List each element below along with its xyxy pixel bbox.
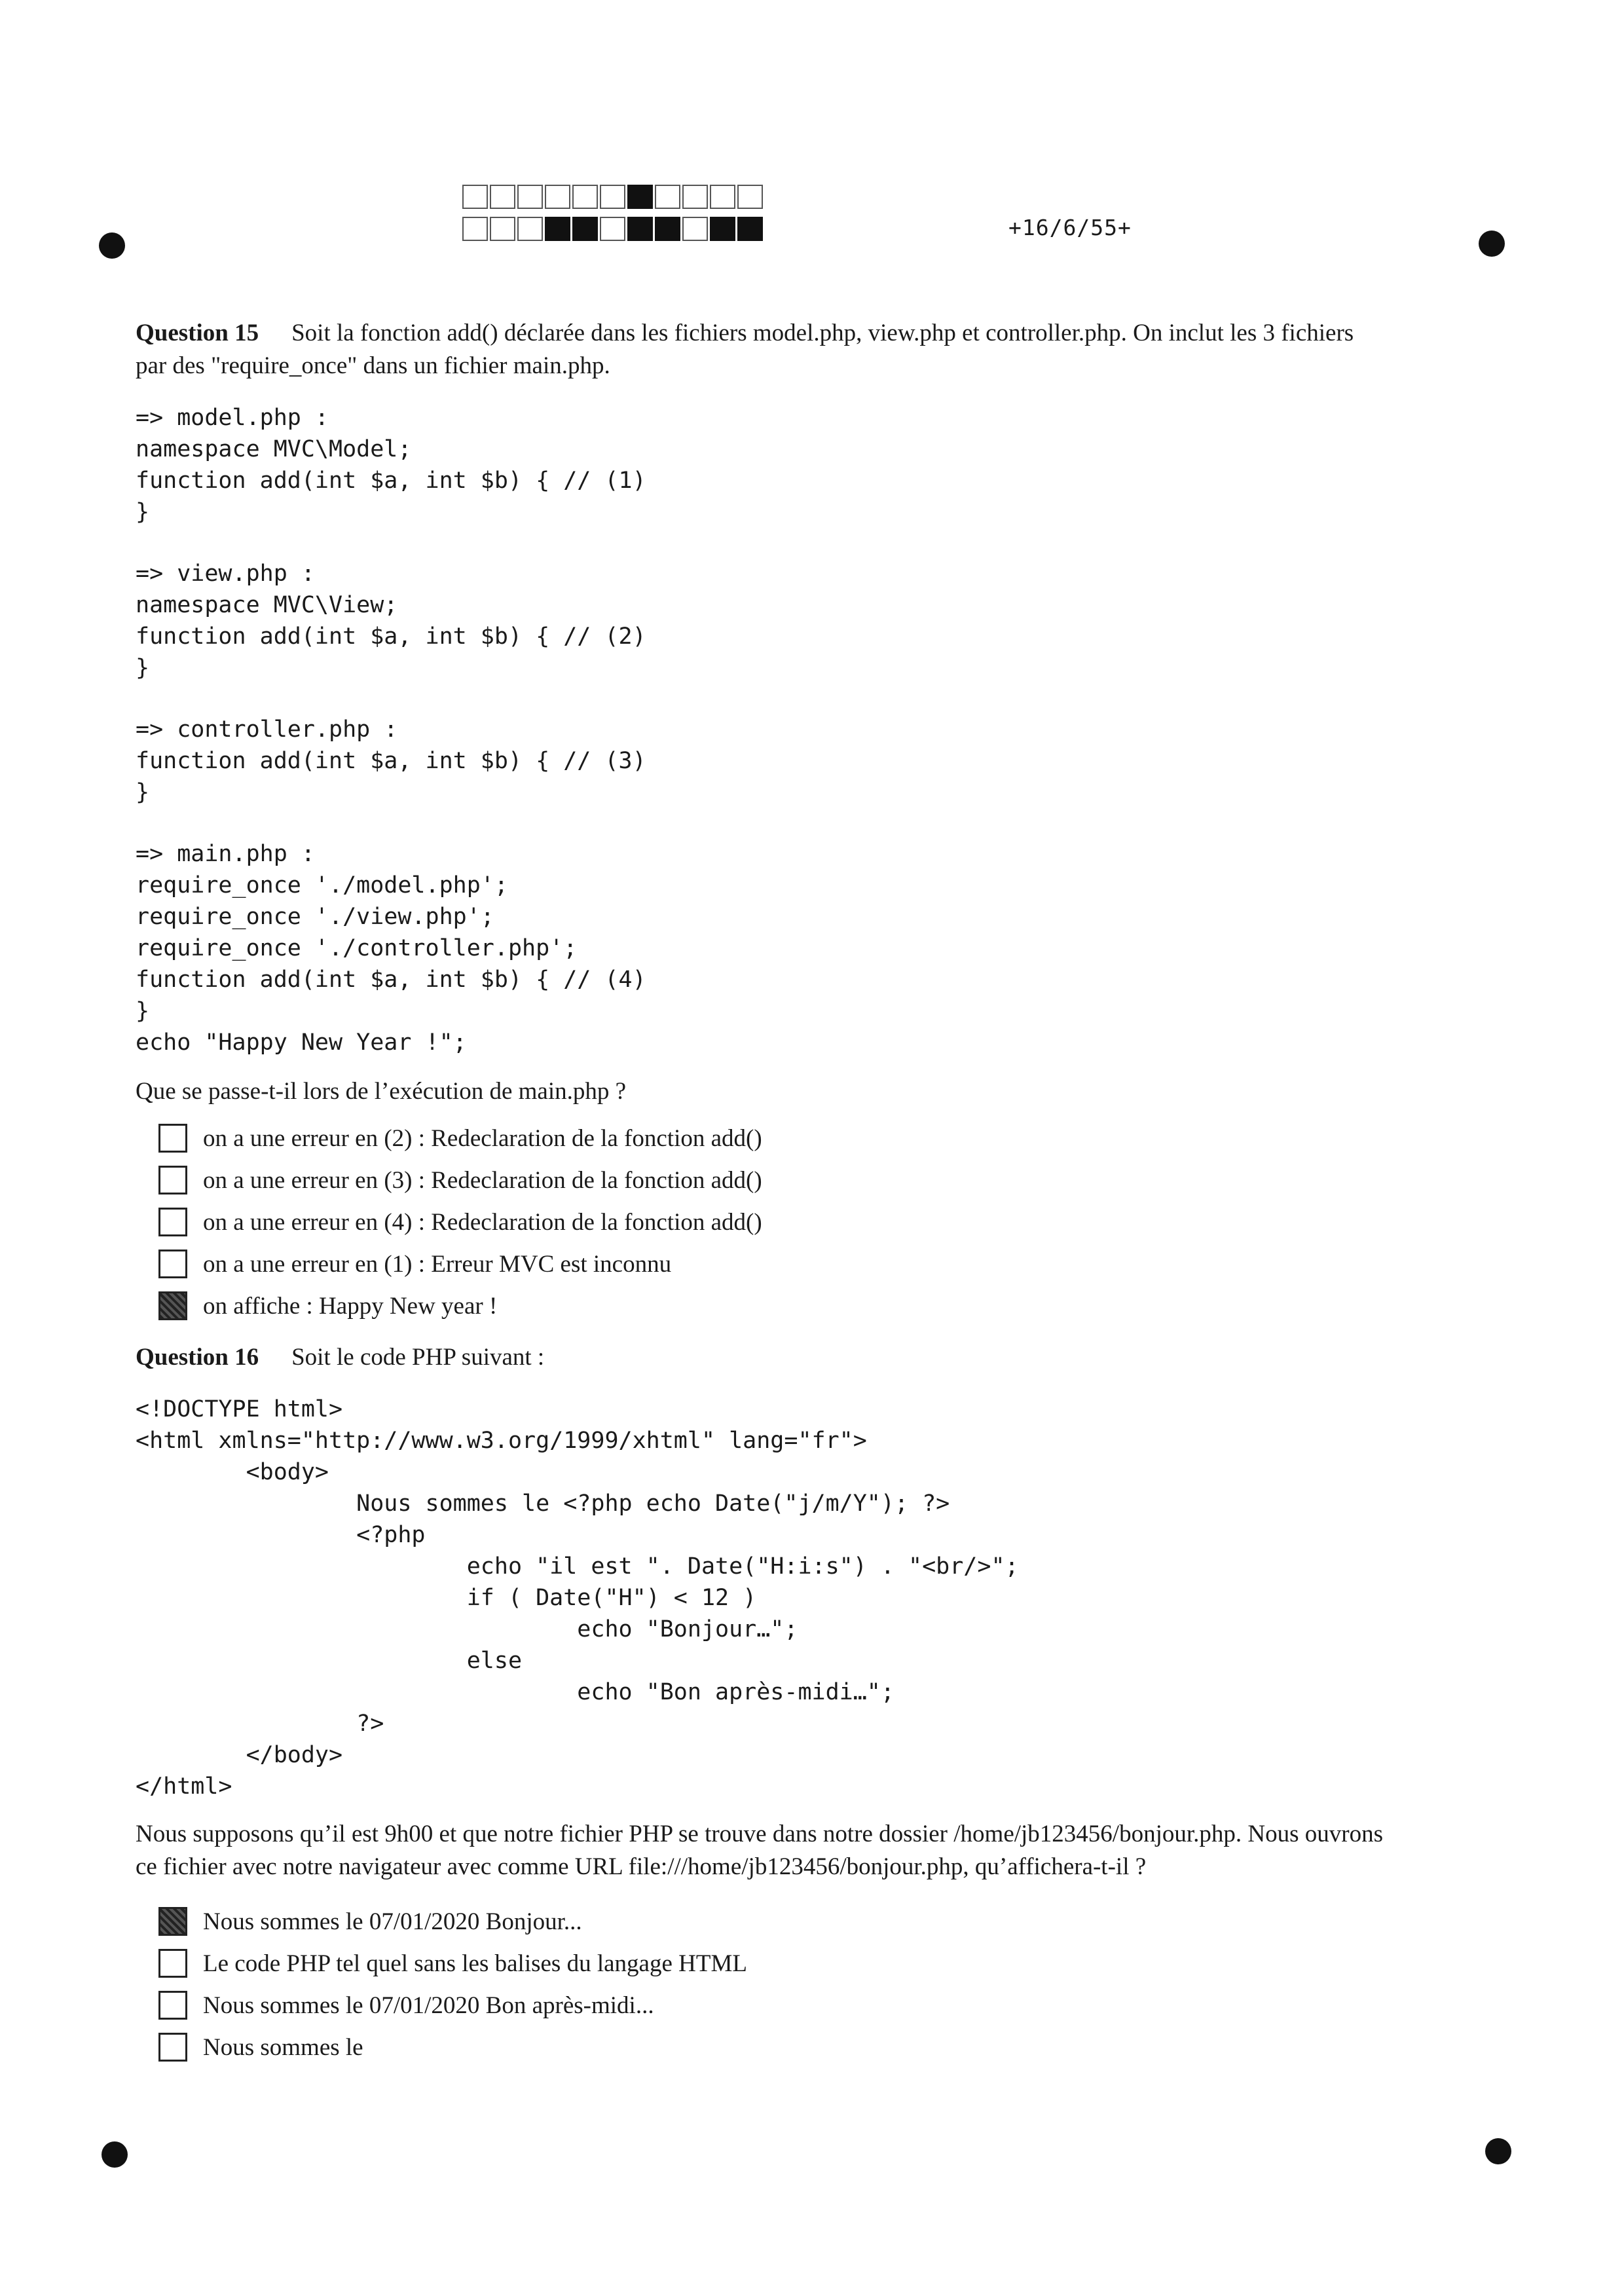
code-main-php: => main.php : require_once './model.php'; require_once './view.php'; require_once './controller.php'; function add(int $a, int $b) { // (4) } echo "Happy New Year !";	[136, 841, 646, 1056]
q15-option-3-checkbox[interactable]	[158, 1208, 187, 1236]
registration-mark-bottom-right	[1485, 2138, 1511, 2164]
q15-option-2-checkbox[interactable]	[158, 1166, 187, 1194]
q15-option-5[interactable]	[158, 1285, 1471, 1327]
barcode-square	[490, 185, 515, 209]
q16-option-3-label: Nous sommes le 07/01/2020 Bon après-midi...	[203, 1991, 654, 2019]
page-id: +16/6/55+	[1008, 215, 1132, 240]
barcode-square	[737, 185, 763, 209]
barcode-top-row	[462, 185, 767, 212]
q15-option-2-label: on a une erreur en (3) : Redeclaration de la fonction add()	[203, 1166, 762, 1194]
q15-option-2[interactable]	[158, 1159, 1471, 1201]
q16-option-3-checkbox[interactable]	[158, 1991, 187, 2020]
registration-mark-bottom-left	[101, 2141, 128, 2168]
barcode-square	[572, 217, 598, 241]
q15-option-3-label: on a une erreur en (4) : Redeclaration de la fonction add()	[203, 1208, 762, 1236]
q15-option-1-label: on a une erreur en (2) : Redeclaration de la fonction add()	[203, 1124, 762, 1152]
page-barcode	[462, 185, 767, 244]
q16-option-4-label: Nous sommes le	[203, 2033, 363, 2061]
q15-option-4[interactable]	[158, 1243, 1471, 1285]
barcode-square	[517, 217, 543, 241]
registration-mark-top-left	[99, 232, 125, 259]
barcode-square	[627, 185, 653, 209]
question-16-options	[158, 1900, 1471, 2068]
question-16-intro-text: Soit le code PHP suivant :	[291, 1344, 545, 1371]
barcode-bottom-row	[462, 217, 767, 244]
q15-option-5-label: on affiche : Happy New year !	[203, 1292, 498, 1320]
q16-option-4[interactable]	[158, 2026, 1471, 2068]
registration-mark-top-right	[1479, 231, 1505, 257]
barcode-square	[710, 185, 735, 209]
q15-option-4-checkbox[interactable]	[158, 1250, 187, 1278]
question-16-prompt-line1: Nous supposons qu’il est 9h00 et que notre fichier PHP se trouve dans notre dossier /home/jb123456/bonjour.php. Nous ouvrons	[136, 1821, 1383, 1847]
barcode-square	[737, 217, 763, 241]
barcode-square	[710, 217, 735, 241]
question-16-label: Question 16	[136, 1344, 259, 1371]
q16-option-2[interactable]	[158, 1942, 1471, 1984]
q15-option-1-checkbox[interactable]	[158, 1124, 187, 1153]
question-15-options	[158, 1117, 1471, 1327]
question-15-intro	[136, 317, 1471, 382]
barcode-square	[517, 185, 543, 209]
q15-option-1[interactable]	[158, 1117, 1471, 1159]
q16-option-3[interactable]	[158, 1984, 1471, 2026]
question-15-label: Question 15	[136, 320, 259, 346]
code-bonjour-php: <!DOCTYPE html> <html xmlns="http://www.w3.org/1999/xhtml" lang="fr"> <body> Nous sommes le <?php echo Date("j/m/Y"); ?> <?php echo "il est ". Date("H:i:s") . "<br/>"; if ( Date("H") < 12 ) echo "Bonjour…"; else echo "Bon après-midi…"; ?> </body> </html>	[136, 1396, 1019, 1800]
q16-option-1-label: Nous sommes le 07/01/2020 Bonjour...	[203, 1908, 582, 1935]
q15-option-4-label: on a une erreur en (1) : Erreur MVC est inconnu	[203, 1250, 672, 1278]
barcode-square	[572, 185, 598, 209]
barcode-square	[545, 217, 570, 241]
question-15-prompt: Que se passe-t-il lors de l’exécution de main.php ?	[136, 1078, 627, 1105]
barcode-square	[462, 217, 488, 241]
barcode-square	[627, 217, 653, 241]
barcode-square	[682, 185, 708, 209]
q16-option-2-checkbox[interactable]	[158, 1949, 187, 1978]
code-controller-php: => controller.php : function add(int $a, int $b) { // (3) }	[136, 716, 646, 805]
q15-option-3[interactable]	[158, 1201, 1471, 1243]
question-16-prompt	[136, 1818, 1471, 1883]
question-16-intro	[136, 1341, 1471, 1374]
q16-option-2-label: Le code PHP tel quel sans les balises du langage HTML	[203, 1950, 747, 1977]
barcode-square	[682, 217, 708, 241]
code-view-php: => view.php : namespace MVC\View; function add(int $a, int $b) { // (2) }	[136, 561, 646, 681]
question-15-intro-line1: Soit la fonction add() déclarée dans les fichiers model.php, view.php et controller.php. On inclut les 3 fichiers	[291, 320, 1354, 346]
q16-option-4-checkbox[interactable]	[158, 2033, 187, 2062]
barcode-square	[462, 185, 488, 209]
q15-option-5-checkbox[interactable]	[158, 1291, 187, 1320]
barcode-square	[600, 185, 625, 209]
code-model-php: => model.php : namespace MVC\Model; function add(int $a, int $b) { // (1) }	[136, 405, 646, 525]
page-content	[136, 317, 1471, 2068]
barcode-square	[655, 185, 680, 209]
q16-option-1[interactable]	[158, 1900, 1471, 1942]
barcode-square	[600, 217, 625, 241]
q16-option-1-checkbox[interactable]	[158, 1907, 187, 1936]
barcode-square	[490, 217, 515, 241]
barcode-square	[655, 217, 680, 241]
barcode-square	[545, 185, 570, 209]
question-16-prompt-line2: ce fichier avec notre navigateur avec comme URL file:///home/jb123456/bonjour.php, qu’affichera-t-il ?	[136, 1853, 1147, 1880]
question-15-intro-line2: par des "require_once" dans un fichier main.php.	[136, 352, 610, 379]
